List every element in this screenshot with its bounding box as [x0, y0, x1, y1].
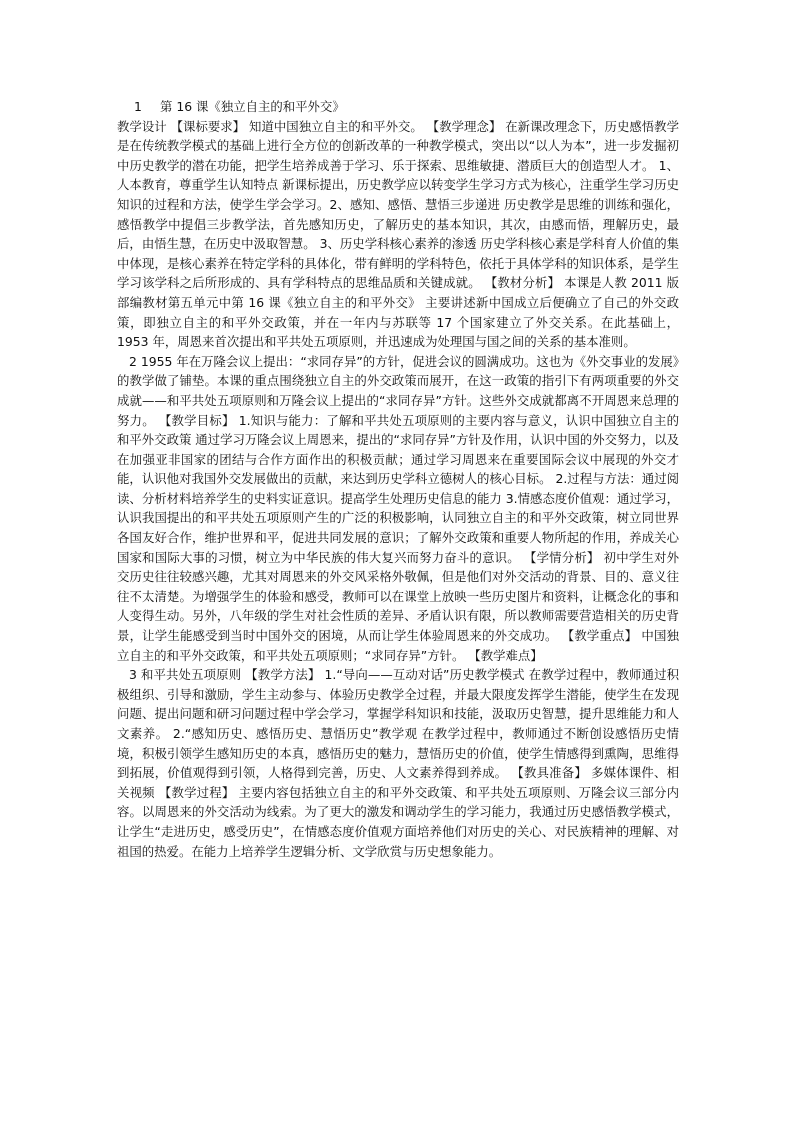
- document-page: [117, 97, 679, 861]
- paragraph-1: 教学设计 【课标要求】 知道中国独立自主的和平外交。 【教学理念】 在新课改理念下，历史感悟教学是在传统教学模式的基础上进行全方位的创新改革的一种教学模式，突出以“以人为本”，进一步发掘初中历史教学的潜在功能，把学生培养成善于学习、乐于探索、思维敏捷、潜质巨大的创造型人才。 1、人本教育，尊重学生认知特点 新课标提出，历史教学应以转变学生学习方式为核心，注重学生学习历史知识的过程和方法，使学生学会学习。2、感知、感悟、慧悟三步递进 历史教学是思维的训练和强化，感悟教学中提倡三步教学法，首先感知历史，了解历史的基本知识，其次，由感而悟，理解历史，最后，由悟生慧，在历史中汲取智慧。 3、历史学科核心素养的渗透 历史学科核心素是学科育人价值的集中体现，是核心素养在特定学科的具体化，带有鲜明的学科特色，依托于具体学科的知识体系，是学生学习该学科之后所形成的、具有学科特点的思维品质和关键成就。 【教材分析】 本课是人教 2011 版部编教材第五单元中第 16 课《独立自主的和平外交》 主要讲述新中国成立后便确立了自己的外交政策，即独立自主的和平外交政策，并在一年内与苏联等 17 个国家建立了外交关系。在此基础上，1953 年，周恩来首次提出和平共处五项原则，并迅速成为处理国与国之间的关系的基本准则。: [117, 118, 679, 350]
- paragraph-2: 2 1955 年在万隆会议上提出：“求同存异”的方针，促进会议的圆满成功。这也为《外交事业的发展》的教学做了铺垫。本课的重点围绕独立自主的外交政策而展开，在这一政策的指引下有两项重要的外交成就——和平共处五项原则和万隆会议上提出的“求同存异”方针。这些外交成就都离不开周恩来总理的努力。 【教学目标】 1.知识与能力：了解和平共处五项原则的主要内容与意义，认识中国独立自主的和平外交政策 通过学习万隆会议上周恩来，提出的“求同存异”方针及作用，认识中国的外交努力，以及在加强亚非国家的团结与合作方面作出的积极贡献；通过学习周恩来在重要国际会议中展现的外交才能，认识他对我国外交发展做出的贡献，来达到历史学科立德树人的核心目标。 2.过程与方法：通过阅读、分析材料培养学生的史料实证意识。提高学生处理历史信息的能力 3.情感态度价值观：通过学习，认识我国提出的和平共处五项原则产生的广泛的积极影响，认同独立自主的和平外交政策，树立同世界各国友好合作，维护世界和平，促进共同发展的意识；了解外交政策和重要人物所起的作用，养成关心国家和国际大事的习惯，树立为中华民族的伟大复兴而努力奋斗的意识。 【学情分析】 初中学生对外交历史往往较感兴趣，尤其对周恩来的外交风采格外敬佩，但是他们对外交活动的背景、目的、意义往往不太清楚。为增强学生的体验和感受，教师可以在课堂上放映一些历史图片和资料，让概念化的事和人变得生动。另外，八年级的学生对社会性质的差异、矛盾认识有限，所以教师需要营造相关的历史背景，让学生能感受到当时中国外交的困境，从而让学生体验周恩来的外交成功。 【教学重点】 中国独立自主的和平外交政策，和平共处五项原则；“求同存异”方针。 【教学难点】: [117, 353, 679, 663]
- title-text: 第 16 课《独立自主的和平外交》: [160, 99, 345, 114]
- lesson-title: [117, 97, 679, 117]
- paragraph-3: 3 和平共处五项原则 【教学方法】 1.“导向——互动对话”历史教学模式 在教学过程中，教师通过积极组织、引导和激励，学生主动参与、体验历史教学全过程，并最大限度发挥学生潜能，使学生在发现问题、提出问题和研习问题过程中学会学习，掌握学科知识和技能，汲取历史智慧，提升思维能力和人文素养。 2.“感知历史、感悟历史、慧悟历史”教学观 在教学过程中，教师通过不断创设感悟历史情境，积极引领学生感知历史的本真，感悟历史的魅力，慧悟历史的价值，使学生情感得到熏陶，思维得到拓展，价值观得到引领，人格得到完善，历史、人文素养得到养成。 【教具准备】 多媒体课件、相关视频 【教学过程】 主要内容包括独立自主的和平外交政策、和平共处五项原则、万隆会议三部分内容。以周恩来的外交活动为线索。为了更大的激发和调动学生的学习能力，我通过历史感悟教学模式，让学生“走进历史，感受历史”，在情感态度价值观方面培养他们对历史的关心、对民族精神的理解、对祖国的热爱。在能力上培养学生逻辑分析、文学欣赏与历史想象能力。: [117, 667, 679, 859]
- title-number: 1: [134, 99, 142, 114]
